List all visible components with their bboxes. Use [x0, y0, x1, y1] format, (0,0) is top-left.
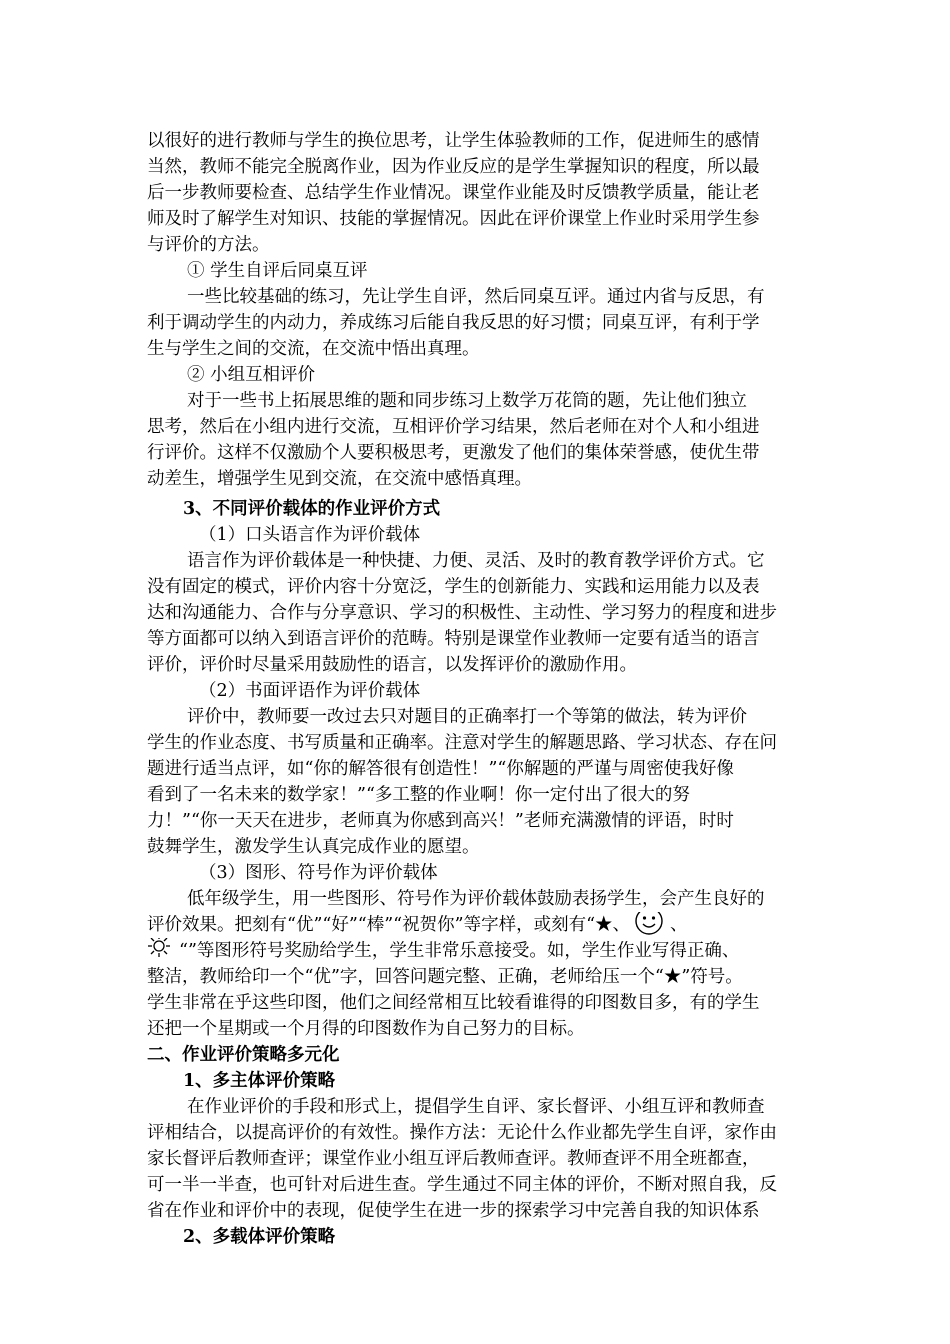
- text-line: 动差生，增强学生见到交流，在交流中感悟真理。: [147, 469, 532, 489]
- text-line: 题进行适当点评，如“你的解答很有创造性！”“你解题的严谨与周密使我好像: [147, 759, 734, 779]
- subsection-heading: 2、多载体评价策略: [183, 1227, 336, 1247]
- text-line: 与评价的方法。: [147, 235, 270, 255]
- text-line: 利于调动学生的内动力，养成练习后能自我反思的好习惯；同桌互评，有利于学: [147, 313, 760, 333]
- subsection-title: （3）图形、符号作为评价载体: [199, 863, 438, 883]
- text-line: 评价，评价时尽量采用鼓励性的语言，以发挥评价的激励作用。: [147, 655, 637, 675]
- text-line: 行评价。这样不仅激励个人要积极思考，更激发了他们的集体荣誉感，使优生带: [147, 443, 760, 463]
- text-line-with-symbol: [147, 938, 809, 964]
- text-line: 生与学生之间的交流，在交流中悟出真理。: [147, 339, 480, 359]
- text-line: 当然，教师不能完全脱离作业，因为作业反应的是学生掌握知识的程度，所以最: [147, 157, 760, 177]
- text-line: 在作业评价的手段和形式上，提倡学生自评、家长督评、小组互评和教师查: [187, 1097, 765, 1117]
- subsection-title: （2）书面评语作为评价载体: [199, 681, 421, 701]
- text-line: 达和沟通能力、合作与分享意识、学习的积极性、主动性、学习努力的程度和进步: [147, 603, 777, 623]
- text-line: 一些比较基础的练习，先让学生自评，然后同桌互评。通过内省与反思，有: [187, 287, 765, 307]
- paragraph-group-evaluation: [147, 388, 809, 492]
- sun-icon: [147, 938, 171, 964]
- text-line: 对于一些书上拓展思维的题和同步练习上数学万花筒的题，先让他们独立: [187, 391, 747, 411]
- text-segment: 评价效果。把刻有“优”“好”“棒”“祝贺你”等字样，或刻有“★、: [147, 915, 631, 935]
- text-line: 思考，然后在小组内进行交流，互相评价学习结果，然后老师在对个人和小组进: [147, 417, 760, 437]
- text-line: 鼓舞学生，激发学生认真完成作业的愿望。: [147, 837, 480, 857]
- document-page: [147, 128, 809, 1250]
- text-line: 评相结合，以提高评价的有效性。操作方法：无论什么作业都先学生自评，家作由: [147, 1123, 777, 1143]
- section-heading-3: 3、不同评价载体的作业评价方式: [183, 499, 441, 519]
- paragraph-symbols: [147, 886, 809, 1042]
- text-line: 语言作为评价载体是一种快捷、力便、灵活、及时的教育教学评价方式。它: [187, 551, 765, 571]
- text-line: 学生非常在乎这些印图，他们之间经常相互比较看谁得的印图数目多，有的学生: [147, 993, 760, 1013]
- text-line: 省在作业和评价中的表现，促使学生在进一步的探索学习中完善自我的知识体系: [147, 1201, 760, 1221]
- smiley-face-icon: [634, 912, 664, 938]
- text-line-with-symbol: [147, 912, 809, 938]
- text-segment: 、: [670, 915, 688, 935]
- text-line: 还把一个星期或一个月得的印图数作为自己努力的目标。: [147, 1019, 585, 1039]
- text-line: 力！”“你一天天在进步，老师真为你感到高兴！”老师充满激情的评语，时时: [147, 811, 734, 831]
- text-line: 以很好的进行教师与学生的换位思考，让学生体验教师的工作，促进师生的感情: [147, 131, 760, 151]
- text-line: 看到了一名未来的数学家！”“多工整的作业啊！你一定付出了很大的努: [147, 785, 690, 805]
- paragraph-oral-language: [147, 548, 809, 678]
- text-line: 学生的作业态度、书写质量和正确率。注意对学生的解题思路、学习状态、存在问: [147, 733, 777, 753]
- text-line: 可一半一半查，也可针对后进生查。学生通过不同主体的评价，不断对照自我，反: [147, 1175, 777, 1195]
- text-line: 师及时了解学生对知识、技能的掌握情况。因此在评价课堂上作业时采用学生参: [147, 209, 760, 229]
- paragraph-intro: [147, 128, 809, 258]
- text-line: 家长督评后教师查评；课堂作业小组互评后教师查评。教师查评不用全班都查，: [147, 1149, 760, 1169]
- subsection-heading: 1、多主体评价策略: [183, 1071, 336, 1091]
- text-segment: “”等图形符号奖励给学生，学生非常乐意接受。如，学生作业写得正确、: [179, 941, 740, 961]
- text-line: 整洁，教师给印一个“优”字，回答问题完整、正确，老师给压一个“★”符号。: [147, 967, 743, 987]
- text-line: 低年级学生，用一些图形、符号作为评价载体鼓励表扬学生，会产生良好的: [187, 889, 765, 909]
- text-line: 评价中，教师要一改过去只对题目的正确率打一个等第的做法，转为评价: [187, 707, 747, 727]
- paragraph-multi-subject: [147, 1094, 809, 1224]
- paragraph-written-comments: [147, 704, 809, 860]
- subsection-title: ② 小组互相评价: [187, 365, 316, 385]
- paragraph-self-evaluation: [147, 284, 809, 362]
- subsection-title: ① 学生自评后同桌互评: [187, 261, 368, 281]
- subsection-title: （1）口头语言作为评价载体: [199, 525, 421, 545]
- text-line: 后一步教师要检查、总结学生作业情况。课堂作业能及时反馈教学质量，能让老: [147, 183, 760, 203]
- text-line: 等方面都可以纳入到语言评价的范畴。特别是课堂作业教师一定要有适当的语言: [147, 629, 760, 649]
- text-line: 没有固定的模式，评价内容十分宽泛，学生的创新能力、实践和运用能力以及表: [147, 577, 760, 597]
- section-heading-2: 二、作业评价策略多元化: [147, 1045, 340, 1065]
